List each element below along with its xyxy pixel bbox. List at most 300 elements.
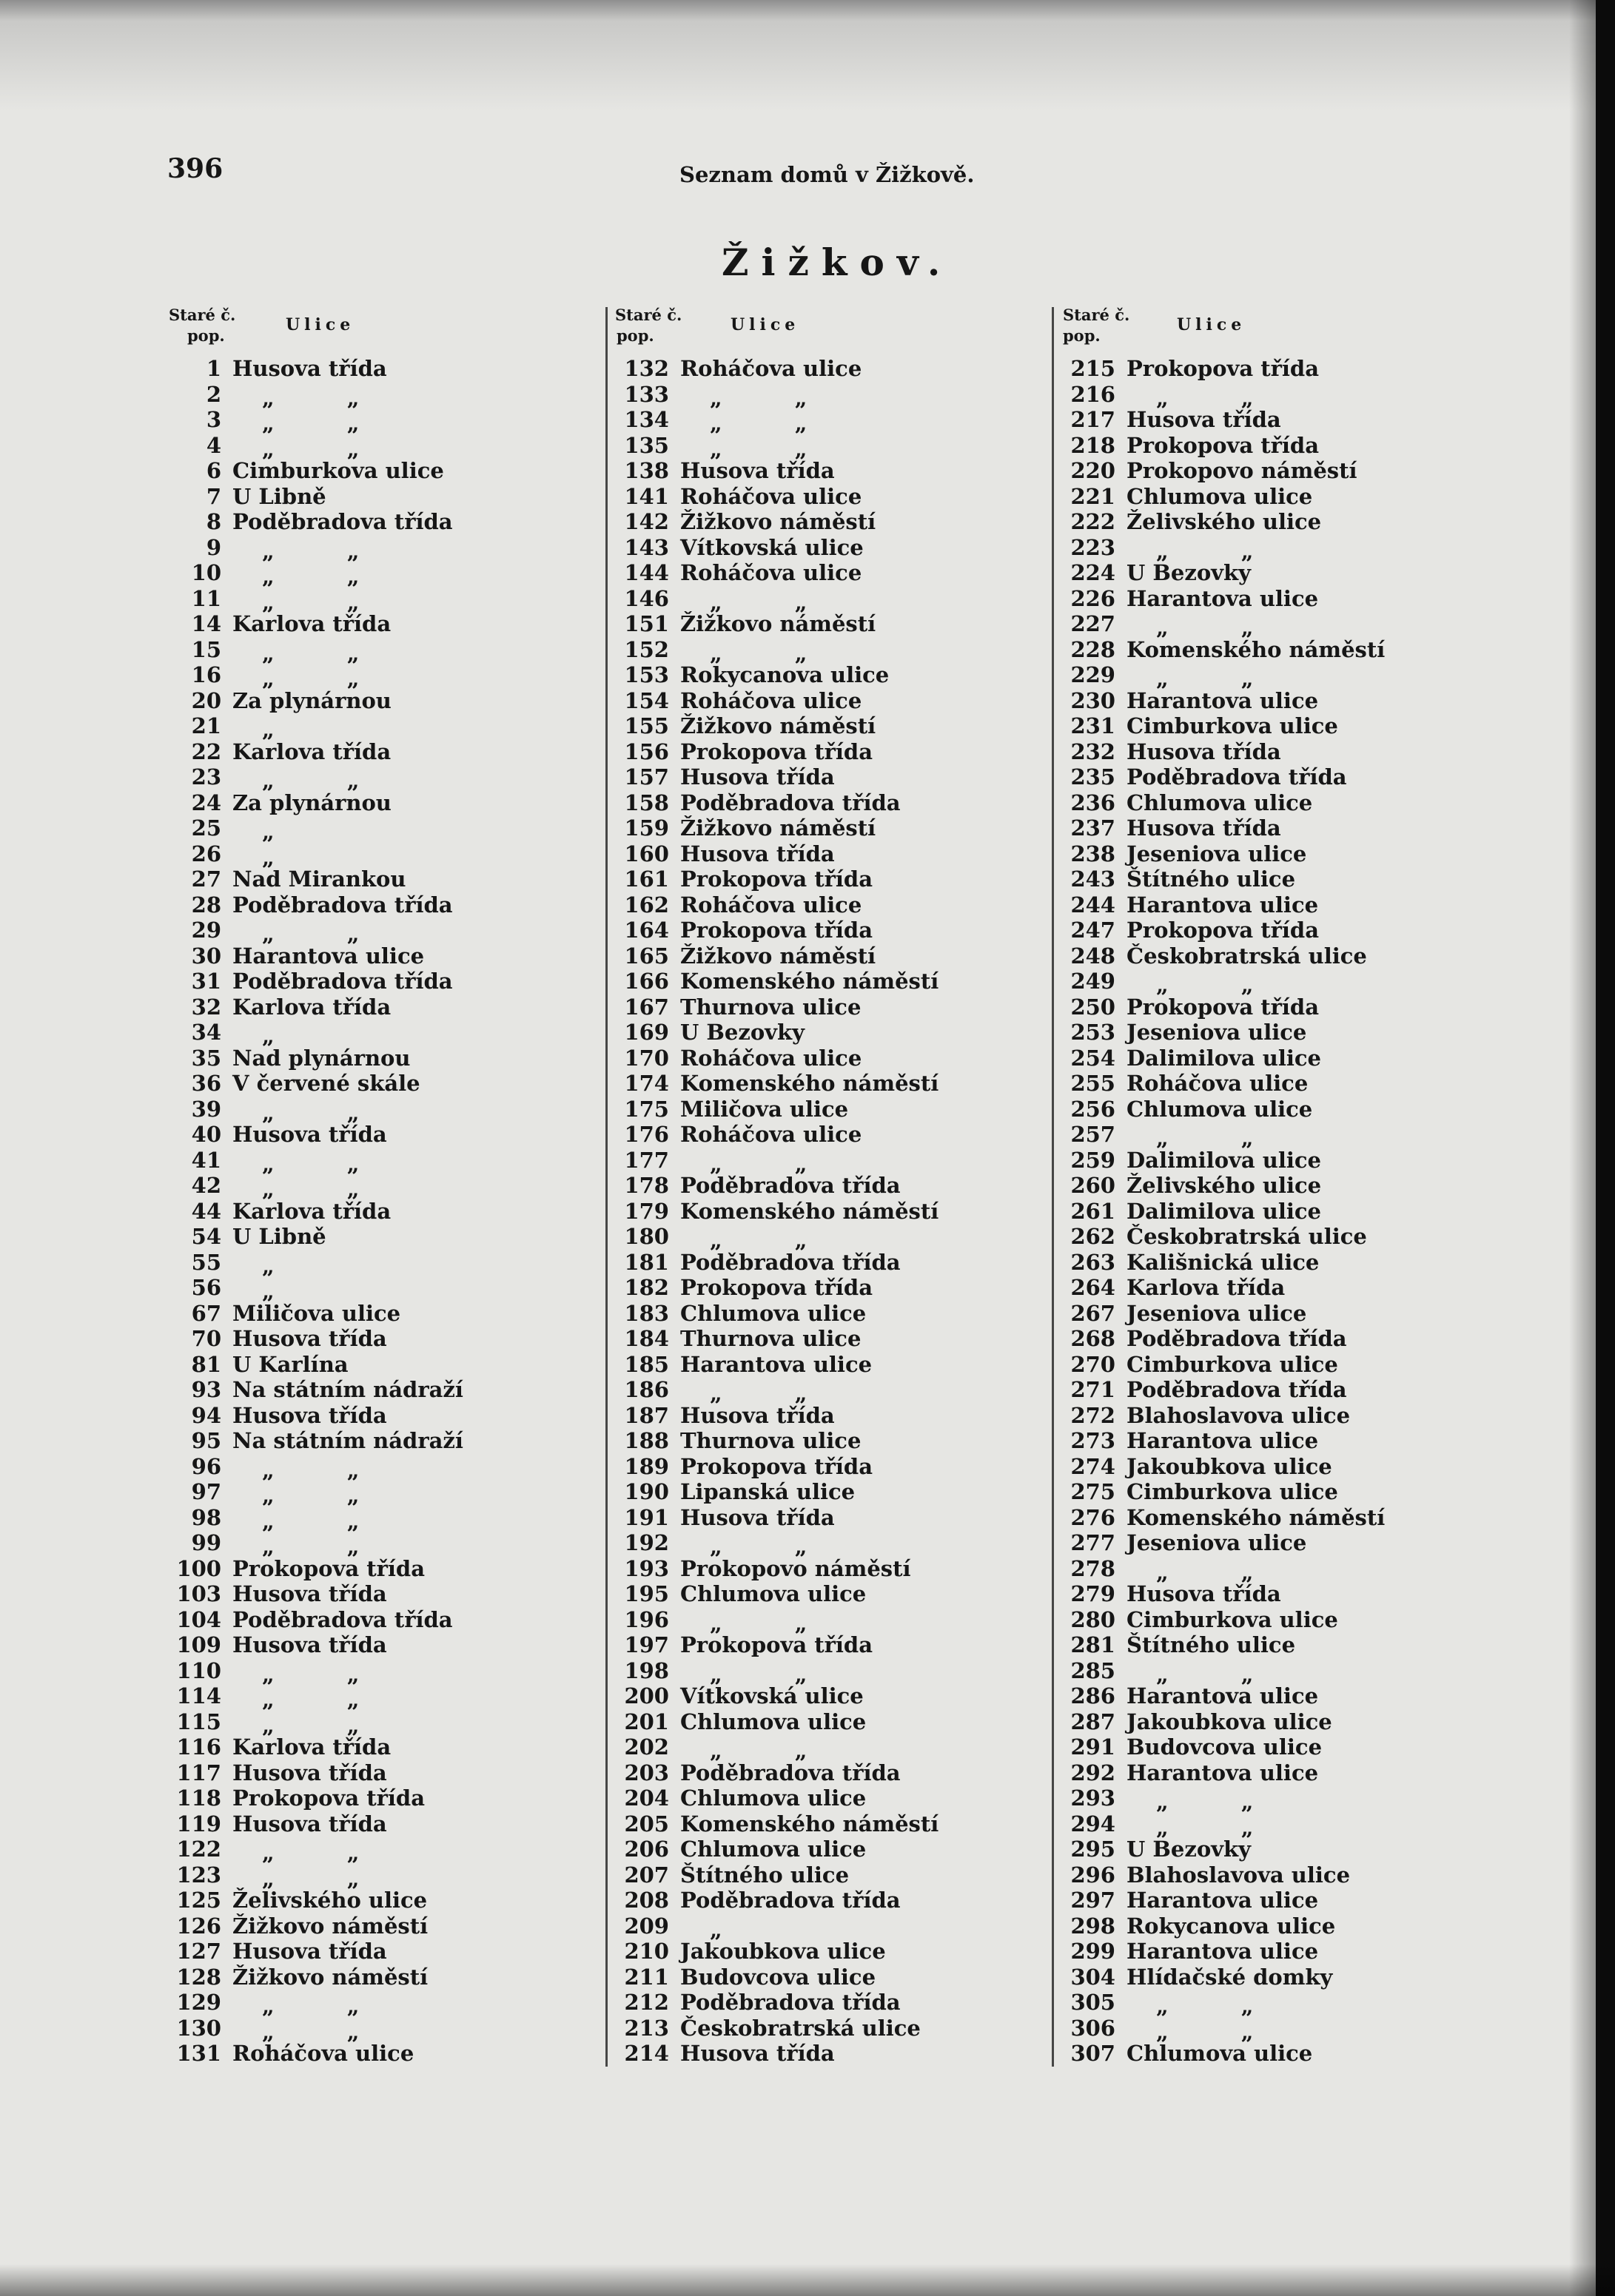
house-number: 244 (1070, 892, 1115, 918)
street-name: Žižkovo náměstí (680, 713, 876, 738)
list-item (148, 1096, 585, 1125)
list-item (1053, 1760, 1490, 1786)
street-name: Poděbradova třída (1127, 1326, 1347, 1351)
list-item (1053, 1403, 1490, 1429)
list-item (148, 739, 585, 765)
list-item (1053, 969, 1490, 997)
ditto-mark: „ „ (710, 1381, 808, 1406)
list-item (1053, 1530, 1490, 1556)
house-number: 32 (191, 994, 221, 1020)
house-number: 214 (624, 2041, 669, 2066)
street-name: Prokopova třída (1127, 432, 1319, 458)
list-item (148, 1275, 585, 1304)
house-number: 156 (624, 738, 669, 764)
house-number: 126 (176, 1913, 221, 1939)
house-number: 116 (176, 1734, 221, 1760)
street-name: Poděbradova třída (680, 1173, 901, 1198)
house-number: 117 (176, 1760, 221, 1785)
house-number: 165 (624, 943, 669, 969)
list-item (1053, 1683, 1490, 1709)
list-item (1053, 611, 1490, 640)
house-number: 253 (1070, 1020, 1115, 1045)
house-number: 114 (176, 1683, 221, 1708)
list-item (148, 1530, 585, 1559)
list-item (1053, 2041, 1490, 2067)
street-name: Budovcova ulice (1127, 1734, 1323, 1760)
list-item (148, 688, 585, 714)
list-item (1053, 1122, 1490, 1151)
street-name: Štítného ulice (1127, 1632, 1296, 1657)
list-item (607, 1046, 1044, 1071)
house-number: 93 (191, 1377, 221, 1402)
list-item (1053, 1275, 1490, 1301)
list-item (1053, 892, 1490, 918)
list-item (148, 534, 585, 564)
street-name: Hlídačské domky (1127, 1964, 1333, 1990)
house-number: 306 (1070, 2015, 1115, 2041)
house-number: 70 (191, 1326, 221, 1351)
house-number: 26 (191, 841, 221, 866)
list-item (607, 1326, 1044, 1352)
list-item (148, 918, 585, 946)
house-number: 279 (1070, 1581, 1115, 1606)
list-item (148, 432, 585, 462)
house-number: 202 (624, 1734, 669, 1760)
street-name: Prokopova třída (232, 1785, 425, 1811)
list-item (1053, 1709, 1490, 1735)
house-number: 123 (176, 1862, 221, 1888)
list-item (1053, 1505, 1490, 1531)
house-number: 144 (624, 560, 669, 585)
house-number: 255 (1070, 1071, 1115, 1096)
house-number: 162 (624, 892, 669, 918)
house-number: 1 (206, 356, 221, 381)
street-name: Želivského ulice (1127, 509, 1322, 534)
list-item (607, 1097, 1044, 1122)
house-number: 141 (624, 483, 669, 509)
list-item (607, 458, 1044, 484)
house-number: 167 (624, 994, 669, 1020)
street-name: Karlova třída (232, 738, 392, 764)
list-item (1053, 688, 1490, 714)
street-name: Jeseniova ulice (1127, 841, 1307, 866)
house-number: 197 (624, 1632, 669, 1657)
street-name: Poděbradova třída (680, 1249, 901, 1275)
list-item (1053, 866, 1490, 892)
list-item (607, 484, 1044, 510)
street-name: Harantova ulice (1127, 1428, 1319, 1453)
street-name: Prokopova třída (680, 1453, 873, 1479)
street-name: Chlumova ulice (1127, 790, 1313, 815)
list-item (148, 815, 585, 844)
list-item (607, 1071, 1044, 1097)
house-number: 9 (206, 534, 221, 560)
list-item (1053, 458, 1490, 484)
house-number: 189 (624, 1453, 669, 1479)
ditto-mark: „ „ (262, 1151, 360, 1176)
house-number: 260 (1070, 1173, 1115, 1198)
list-item (148, 585, 585, 615)
list-item (148, 1352, 585, 1378)
street-name: Poděbradova třída (680, 1888, 901, 1913)
house-number: 103 (176, 1581, 221, 1606)
street-name: Husova třída (1127, 407, 1281, 432)
street-name: Na státním nádraží (232, 1377, 463, 1402)
list-item (607, 585, 1044, 615)
ditto-mark: „ „ (262, 768, 360, 793)
street-name: U Bezovky (680, 1020, 805, 1045)
street-name: Nad Mirankou (232, 866, 406, 892)
street-name: Husova třída (680, 1402, 835, 1428)
list-item (148, 1301, 585, 1327)
number-header-sublabel: pop. (1063, 326, 1101, 345)
list-item (148, 713, 585, 742)
street-name: Jakoubkova ulice (1127, 1708, 1332, 1734)
street-name: Husova třída (232, 1581, 387, 1606)
street-name: Vítkovská ulice (680, 534, 864, 560)
street-name: Budovcova ulice (680, 1964, 876, 1990)
house-number: 178 (624, 1173, 669, 1198)
street-name: Prokopova třída (680, 738, 873, 764)
house-number: 20 (191, 687, 221, 713)
street-name: Lipanská ulice (680, 1479, 856, 1504)
house-number: 134 (624, 407, 669, 432)
list-item (148, 1607, 585, 1633)
ditto-mark: „ „ (1156, 1125, 1254, 1151)
house-number: 110 (176, 1657, 221, 1683)
list-item (148, 560, 585, 589)
list-item (148, 1965, 585, 1990)
street-header-label: Ulice (1177, 315, 1246, 334)
street-name: Chlumova ulice (680, 1785, 867, 1811)
street-name: Komenského náměstí (680, 969, 939, 994)
street-name: Cimburkova ulice (232, 458, 444, 483)
ditto-mark: „ „ (262, 411, 360, 436)
street-name: Chlumova ulice (680, 1300, 867, 1326)
list-item (607, 1760, 1044, 1786)
street-name: Cimburkova ulice (1127, 1351, 1338, 1377)
list-item (607, 918, 1044, 943)
house-number: 24 (191, 790, 221, 815)
house-number: 143 (624, 534, 669, 560)
street-name: Chlumova ulice (680, 1837, 867, 1862)
house-number: 226 (1070, 585, 1115, 611)
house-number: 21 (191, 713, 221, 738)
street-name: Komenského náměstí (1127, 1504, 1386, 1530)
ditto-mark: „ (710, 1916, 722, 1942)
house-number: 235 (1070, 764, 1115, 790)
ditto-mark: „ „ (710, 411, 808, 436)
house-number: 185 (624, 1351, 669, 1377)
number-header-label: Staré č. (169, 306, 236, 324)
house-number: 132 (624, 356, 669, 381)
house-number: 188 (624, 1428, 669, 1453)
house-number: 198 (624, 1657, 669, 1683)
list-item (1053, 1377, 1490, 1403)
street-name: U Bezovky (1127, 560, 1251, 585)
house-number: 166 (624, 969, 669, 994)
list-item (1053, 1199, 1490, 1225)
list-item (607, 866, 1044, 892)
page-title: Žižkov. (722, 240, 953, 284)
street-name: Husova třída (232, 1402, 387, 1428)
house-number: 218 (1070, 432, 1115, 458)
street-name: Chlumova ulice (680, 1581, 867, 1606)
house-number: 6 (206, 458, 221, 483)
street-name: Karlova třída (232, 1198, 392, 1224)
list-item (607, 1862, 1044, 1888)
list-item (1053, 1785, 1490, 1814)
column-header (148, 303, 585, 355)
list-item (148, 509, 585, 535)
house-number: 262 (1070, 1224, 1115, 1249)
house-number: 192 (624, 1530, 669, 1555)
list-item (1053, 1607, 1490, 1633)
ditto-mark: „ „ (710, 1661, 808, 1687)
ditto-mark: „ „ (262, 538, 360, 564)
house-number: 10 (191, 560, 221, 585)
house-number: 183 (624, 1300, 669, 1326)
house-number: 97 (191, 1479, 221, 1504)
house-number: 174 (624, 1071, 669, 1096)
house-number: 264 (1070, 1275, 1115, 1300)
ditto-mark: „ „ (262, 1534, 360, 1559)
street-name: Za plynárnou (232, 687, 392, 713)
house-number: 295 (1070, 1837, 1115, 1862)
ditto-mark: „ „ (1156, 1559, 1254, 1585)
street-name: Husova třída (232, 1632, 387, 1657)
street-name: Za plynárnou (232, 790, 392, 815)
house-number: 206 (624, 1837, 669, 1862)
list-item (607, 1505, 1044, 1531)
list-item (148, 1504, 585, 1534)
street-name: Jeseniova ulice (1127, 1530, 1307, 1555)
street-name: Dalimilova ulice (1127, 1045, 1321, 1071)
list-item (148, 1888, 585, 1913)
street-name: Roháčova ulice (680, 687, 862, 713)
list-item (1053, 1173, 1490, 1199)
page-number: 396 (167, 153, 224, 184)
house-number: 127 (176, 1939, 221, 1964)
house-number: 179 (624, 1198, 669, 1224)
list-item (607, 764, 1044, 790)
street-name: U Libně (232, 1224, 326, 1249)
list-item (607, 1530, 1044, 1559)
street-name: Cimburkova ulice (1127, 1606, 1338, 1632)
street-name: Karlova třída (232, 994, 392, 1020)
house-number: 296 (1070, 1862, 1115, 1888)
street-name: Blahoslavova ulice (1127, 1402, 1351, 1428)
street-name: Husova třída (232, 1326, 387, 1351)
street-header-label: Ulice (286, 315, 355, 334)
street-name: Žižkovo náměstí (680, 611, 876, 636)
ditto-mark: „ „ (710, 1151, 808, 1176)
list-item (607, 1888, 1044, 1913)
street-name: Harantova ulice (1127, 892, 1319, 918)
street-name: Jakoubkova ulice (680, 1939, 886, 1964)
number-header-sublabel: pop. (617, 326, 654, 345)
house-number: 115 (176, 1708, 221, 1734)
list-item (1053, 1734, 1490, 1760)
house-number: 285 (1070, 1657, 1115, 1683)
street-name: Husova třída (232, 1760, 387, 1785)
ditto-mark: „ „ (262, 1712, 360, 1738)
house-number: 229 (1070, 662, 1115, 687)
ditto-mark: „ (262, 1023, 275, 1048)
list-item (148, 1581, 585, 1607)
list-item (607, 1454, 1044, 1480)
house-number: 276 (1070, 1504, 1115, 1530)
ditto-mark: „ „ (262, 436, 360, 462)
house-number: 7 (206, 483, 221, 509)
list-item (1053, 407, 1490, 433)
street-name: Roháčova ulice (680, 560, 862, 585)
house-number: 25 (191, 815, 221, 841)
ditto-mark: „ „ (262, 1687, 360, 1712)
street-name: Prokopova třída (1127, 356, 1319, 381)
street-name: Harantova ulice (1127, 687, 1319, 713)
house-number: 297 (1070, 1888, 1115, 1913)
column-header (607, 303, 1044, 355)
list-item (148, 1760, 585, 1786)
list-item (607, 841, 1044, 867)
house-number: 109 (176, 1632, 221, 1657)
list-item (148, 1939, 585, 1965)
list-item (607, 1734, 1044, 1763)
house-number: 236 (1070, 790, 1115, 815)
house-number: 224 (1070, 560, 1115, 585)
ditto-mark: „ „ (262, 1865, 360, 1891)
house-number: 211 (624, 1964, 669, 1990)
list-item (148, 866, 585, 892)
street-name: Želivského ulice (1127, 1173, 1322, 1198)
ditto-mark: „ „ (1156, 666, 1254, 691)
list-item (1053, 1657, 1490, 1687)
ditto-mark: „ (262, 844, 275, 870)
street-name: Komenského náměstí (680, 1811, 939, 1837)
house-number: 54 (191, 1224, 221, 1249)
ditto-mark: „ „ (1156, 385, 1254, 411)
street-name: Husova třída (680, 2041, 835, 2066)
ditto-mark: „ „ (262, 1508, 360, 1534)
house-number: 98 (191, 1504, 221, 1530)
street-name: Cimburkova ulice (1127, 1479, 1338, 1504)
list-item (148, 1403, 585, 1429)
ditto-mark: „ „ (262, 640, 360, 666)
list-item (1053, 1071, 1490, 1097)
house-number: 280 (1070, 1606, 1115, 1632)
house-number: 272 (1070, 1402, 1115, 1428)
street-name: V červené skále (232, 1071, 420, 1096)
street-name: Roháčova ulice (1127, 1071, 1309, 1096)
house-number: 29 (191, 918, 221, 943)
street-name: Poděbradova třída (1127, 764, 1347, 790)
street-name: Roháčova ulice (680, 892, 862, 918)
list-item (148, 1249, 585, 1279)
house-number: 182 (624, 1275, 669, 1300)
house-number: 3 (206, 407, 221, 432)
street-name: Poděbradova třída (232, 969, 453, 994)
list-item (148, 1785, 585, 1811)
street-name: Poděbradova třída (232, 1606, 453, 1632)
list-item (607, 994, 1044, 1020)
list-item (1053, 815, 1490, 841)
list-item (607, 1785, 1044, 1811)
ditto-mark: „ „ (262, 1483, 360, 1508)
list-item (607, 943, 1044, 969)
house-number: 16 (191, 662, 221, 687)
list-item (148, 1071, 585, 1097)
column-header (1053, 303, 1490, 355)
list-item (607, 969, 1044, 994)
street-name: Husova třída (232, 1939, 387, 1964)
street-name: Štítného ulice (1127, 866, 1296, 892)
scan-top-shadow (0, 0, 1615, 111)
house-number: 286 (1070, 1683, 1115, 1708)
house-number: 41 (191, 1147, 221, 1173)
street-name: Českobratrská ulice (1127, 1224, 1367, 1249)
house-number: 278 (1070, 1555, 1115, 1581)
house-number: 287 (1070, 1708, 1115, 1734)
house-number: 27 (191, 866, 221, 892)
list-item (1053, 1581, 1490, 1607)
list-item (607, 1377, 1044, 1406)
house-number: 138 (624, 458, 669, 483)
house-number: 11 (191, 585, 221, 611)
list-item (1053, 918, 1490, 943)
list-item (148, 1990, 585, 2019)
street-name: Husova třída (680, 1504, 835, 1530)
street-name: Na státním nádraží (232, 1428, 463, 1453)
list-item (607, 739, 1044, 765)
house-number: 221 (1070, 483, 1115, 509)
list-item (1053, 1555, 1490, 1585)
house-number: 4 (206, 432, 221, 458)
house-number: 259 (1070, 1147, 1115, 1173)
house-number: 44 (191, 1198, 221, 1224)
house-number: 23 (191, 764, 221, 790)
street-name: Českobratrská ulice (680, 2015, 921, 2041)
house-number: 96 (191, 1453, 221, 1479)
list-item (1053, 1811, 1490, 1840)
list-item (607, 381, 1044, 411)
ditto-mark: „ „ (1156, 2019, 1254, 2044)
list-item (1053, 790, 1490, 816)
list-item (1053, 1939, 1490, 1965)
house-number: 186 (624, 1377, 669, 1402)
house-number: 118 (176, 1785, 221, 1811)
street-name: Prokopova třída (680, 866, 873, 892)
list-item (1053, 1428, 1490, 1454)
list-item (148, 1453, 585, 1483)
house-number: 223 (1070, 534, 1115, 560)
list-item (1053, 381, 1490, 411)
ditto-mark: „ „ (710, 640, 808, 666)
house-number: 142 (624, 509, 669, 534)
ditto-mark: „ „ (262, 1840, 360, 1865)
street-name: Jeseniova ulice (1127, 1300, 1307, 1326)
list-item (1053, 662, 1490, 691)
street-name: Poděbradova třída (680, 790, 901, 815)
list-item (148, 1837, 585, 1865)
list-item (148, 1122, 585, 1148)
street-name: Komenského náměstí (680, 1071, 939, 1096)
house-number: 249 (1070, 969, 1115, 994)
list-item (1053, 1326, 1490, 1352)
scan-right-shadow (1569, 0, 1596, 2296)
list-item (1053, 994, 1490, 1020)
street-name: U Bezovky (1127, 1837, 1251, 1862)
